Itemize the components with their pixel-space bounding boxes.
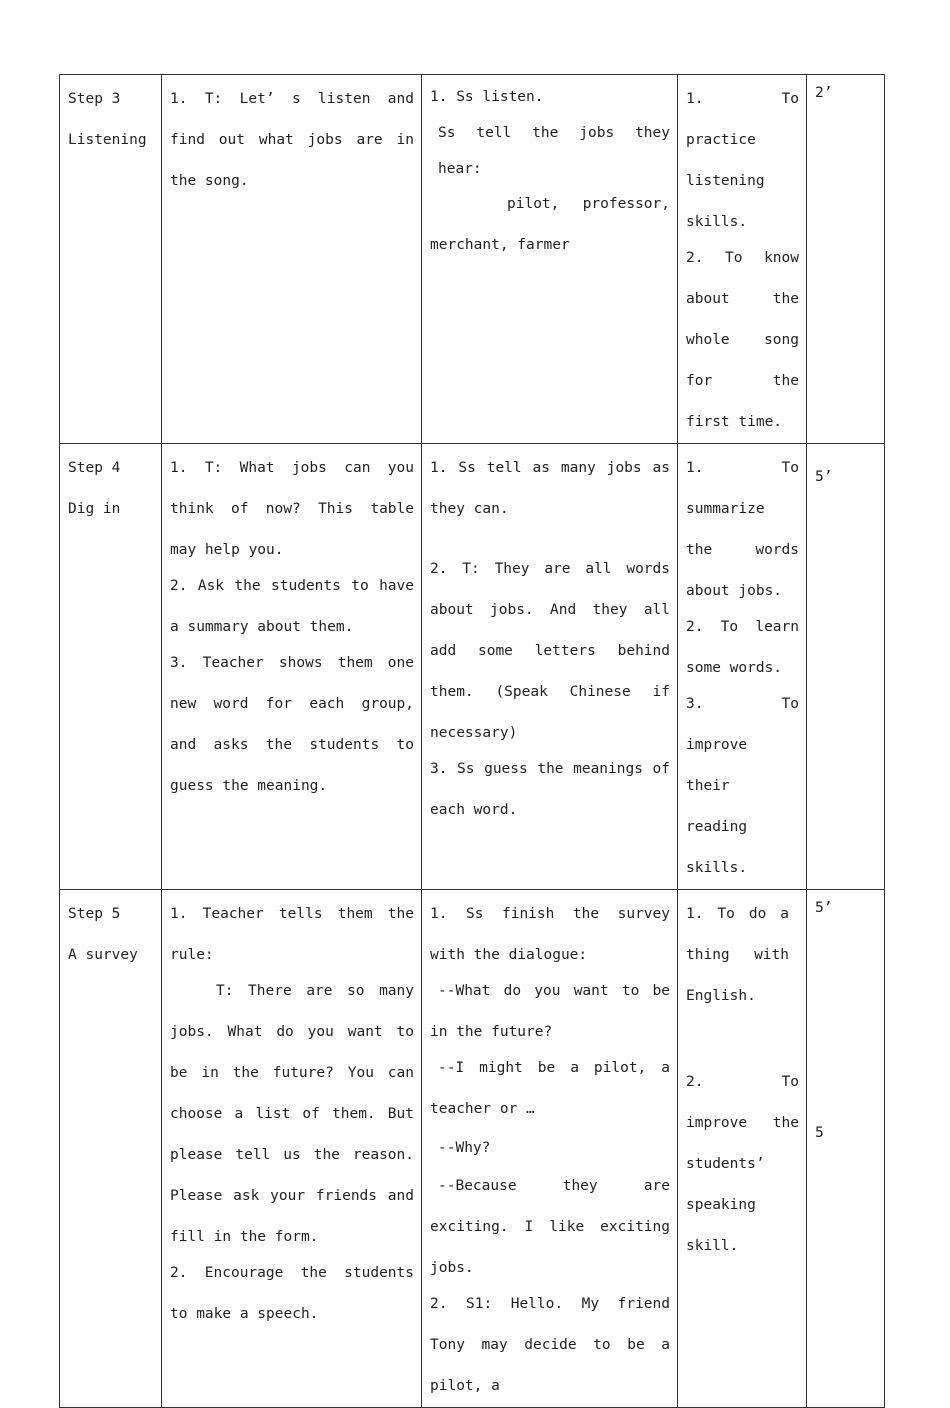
- step-name: A survey: [68, 947, 138, 963]
- student-activity: pilot, professor, merchant, farmer: [430, 196, 670, 253]
- student-activity: 3. Ss guess the meanings of each word.: [430, 761, 670, 818]
- step-name: Dig in: [68, 501, 121, 517]
- student-activity: --What do you want to be in the future?: [430, 983, 670, 1040]
- table-row: [60, 890, 885, 1408]
- purpose-item: 2. To improve the students’ speaking skill.: [686, 1074, 799, 1254]
- time-cell: [807, 890, 885, 1408]
- teacher-activity: T: There are so many jobs. What do you want to be in the future? You can choose a list of them. But please tell us the reason. Please ask your friends and fill in the form.: [170, 983, 414, 1245]
- step-name: Listening: [68, 132, 147, 148]
- student-activity-cell: [422, 890, 678, 1408]
- student-activity: 2. S1: Hello. My friend Tony may decide to be a pilot, a: [430, 1296, 670, 1394]
- student-activity: --Because they are exciting. I like exciting jobs.: [430, 1178, 670, 1276]
- student-activity-cell: [422, 444, 678, 890]
- step-cell: [60, 75, 162, 444]
- step-cell: [60, 890, 162, 1408]
- time-cell: [807, 444, 885, 890]
- time-value: 2’: [815, 85, 833, 101]
- student-activity: 2. T: They are all words about jobs. And they all add some letters behind them. (Speak Chinese if necessary): [430, 561, 670, 741]
- purpose-item: 1. To practice listening skills.: [686, 91, 799, 230]
- teacher-activity-cell: [162, 75, 422, 444]
- time-cell: [807, 75, 885, 444]
- teacher-activity-cell: [162, 444, 422, 890]
- teacher-activity: 2. Encourage the students to make a speech.: [170, 1265, 414, 1322]
- teacher-activity-cell: [162, 890, 422, 1408]
- time-value: 5’: [815, 900, 833, 916]
- purpose-cell: [678, 75, 807, 444]
- student-activity: Ss tell the jobs they hear:: [438, 125, 670, 177]
- step-number: Step 5: [68, 906, 121, 922]
- step-cell: [60, 444, 162, 890]
- student-activity: 1. Ss listen.: [430, 89, 544, 105]
- student-activity: 1. Ss finish the survey with the dialogue:: [430, 906, 670, 963]
- purpose-item: 1. To do a thing with English.: [686, 906, 789, 1004]
- student-activity: 1. Ss tell as many jobs as they can.: [430, 460, 670, 517]
- table-row: [60, 75, 885, 444]
- teacher-activity: 1. Teacher tells them the rule:: [170, 906, 414, 963]
- purpose-item: 1. To summarize the words about jobs.: [686, 460, 799, 599]
- teacher-activity: 1. T: What jobs can you think of now? This table may help you.: [170, 460, 414, 558]
- student-activity: --I might be a pilot, a teacher or …: [430, 1060, 670, 1117]
- lesson-plan-table: [59, 74, 885, 1408]
- step-number: Step 3: [68, 91, 121, 107]
- purpose-item: 2. To learn some words.: [686, 619, 799, 676]
- time-value: 5’: [815, 469, 833, 485]
- student-activity-cell: [422, 75, 678, 444]
- purpose-item: 3. To improve their reading skills.: [686, 696, 799, 876]
- purpose-item: 2. To know about the whole song for the first time.: [686, 250, 799, 430]
- purpose-cell: [678, 890, 807, 1408]
- teacher-activity: 1. T: Let’ s listen and find out what jobs are in the song.: [170, 91, 414, 189]
- table-row: [60, 444, 885, 890]
- time-value: 5: [815, 1125, 824, 1141]
- purpose-cell: [678, 444, 807, 890]
- step-number: Step 4: [68, 460, 121, 476]
- teacher-activity: 3. Teacher shows them one new word for each group, and asks the students to guess the meaning.: [170, 655, 414, 794]
- teacher-activity: 2. Ask the students to have a summary about them.: [170, 578, 414, 635]
- student-activity: --Why?: [438, 1140, 491, 1156]
